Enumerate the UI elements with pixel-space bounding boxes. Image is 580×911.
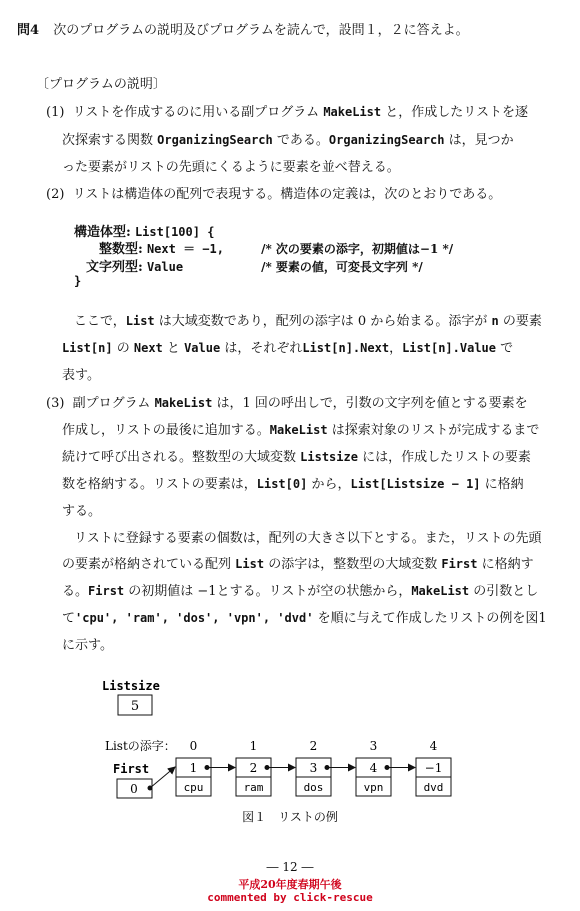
item3-text: には，作成したリストの要素 xyxy=(362,450,531,465)
para2-text: は大域変数であり，配列の添字は 0 から始まる。添字が xyxy=(158,314,488,329)
list-node-next: 1 xyxy=(189,761,198,775)
list-node-value: dos xyxy=(303,781,324,794)
item3-text: 数を格納する。リストの要素は， xyxy=(62,477,257,492)
list-node-pointer-dot xyxy=(205,765,210,770)
list-node-box xyxy=(356,758,391,796)
item1-number: (1) xyxy=(46,105,65,120)
list-node-box xyxy=(416,758,451,796)
index-label: 2 xyxy=(309,739,318,753)
item2-line1 xyxy=(46,183,501,202)
struct-code: List[100] { xyxy=(134,225,215,239)
item3-text: に格納 xyxy=(484,477,524,492)
para2-line1 xyxy=(74,310,542,329)
para2-text: の xyxy=(116,341,130,356)
para2-text: で xyxy=(500,341,514,356)
item3-line5: する。 xyxy=(62,504,102,519)
page-number: ― 12 ― xyxy=(266,860,314,874)
struct-keyword: 整数型: xyxy=(99,242,143,257)
struct-comment: /* 次の要素の添字，初期値は−1 */ xyxy=(261,242,454,256)
item1-code: OrganizingSearch xyxy=(157,133,273,147)
listsize-value: 5 xyxy=(130,699,140,714)
list-node-box xyxy=(176,758,211,796)
list-node-next: 2 xyxy=(249,761,258,775)
para2-code: Next xyxy=(133,341,163,355)
para3-code: List xyxy=(235,557,265,571)
struct-line3 xyxy=(86,256,423,275)
para3-code: 'cpu', 'ram', 'dos', 'vpn', 'dvd' xyxy=(75,611,314,625)
para2-code: n xyxy=(491,314,499,328)
para3-text: の添字は，整数型の大域変数 xyxy=(268,557,438,572)
para2-code: List xyxy=(125,314,155,328)
question-heading xyxy=(17,19,469,38)
item3-text: から， xyxy=(311,477,351,492)
para3-line5: に示す。 xyxy=(62,638,113,653)
item2-text: リストは構造体の配列で表現する。構造体の定義は，次のとおりである。 xyxy=(72,187,502,202)
question-text: 次のプログラムの説明及びプログラムを読んで，設問１，２に答えよ。 xyxy=(53,23,469,38)
para2-text: ここで， xyxy=(74,314,126,329)
item1-text: である。 xyxy=(276,133,329,148)
para3-code: MakeList xyxy=(411,584,470,598)
listsize-box xyxy=(118,695,152,715)
listsize-label: Listsize xyxy=(102,679,160,693)
list-node-pointer-dot xyxy=(385,765,390,770)
first-pointer-arrow xyxy=(150,767,175,788)
index-caption: Listの添字： xyxy=(105,739,176,753)
struct-comment: /* 要素の値，可変長文字列 */ xyxy=(261,260,423,274)
item3-text: 作成し，リストの最後に追加する。 xyxy=(62,423,270,438)
list-node-value: dvd xyxy=(423,781,444,794)
item3-code: List[0] xyxy=(256,477,308,491)
para2-code: List[n].Next xyxy=(302,341,390,355)
list-node-next: 3 xyxy=(309,761,318,775)
para2-code: List[n] xyxy=(62,341,113,355)
index-label: 0 xyxy=(189,739,198,753)
item3-line4 xyxy=(62,473,524,492)
para3-line3 xyxy=(62,580,538,599)
list-node-next: −1 xyxy=(424,761,443,775)
item1-text: リストを作成するのに用いる副プログラム xyxy=(72,105,320,120)
para3-line2 xyxy=(62,553,534,572)
struct-keyword: 文字列型: xyxy=(86,260,143,275)
first-label: First xyxy=(113,762,150,776)
list-node-pointer-dot xyxy=(325,765,330,770)
para3-text: を順に与えて作成したリストの例を図1 xyxy=(317,611,547,626)
first-pointer-dot xyxy=(148,786,153,791)
para3-line4 xyxy=(62,607,547,626)
item3-line2 xyxy=(62,419,539,438)
para3-line1: リストに登録する要素の個数は，配列の大きさ以下とする。また，リストの先頭 xyxy=(74,531,542,546)
item1-code: OrganizingSearch xyxy=(328,133,445,147)
exam-title: 平成20年度春期午後 xyxy=(238,878,342,891)
first-box xyxy=(117,779,152,798)
list-node-pointer-dot xyxy=(265,765,270,770)
item3-code: List[Listsize − 1] xyxy=(350,477,481,491)
para2-text: と xyxy=(166,341,180,356)
para3-text: て xyxy=(62,611,76,626)
para2-code: Value xyxy=(184,341,221,355)
item3-text: 続けて呼び出される。整数型の大域変数 xyxy=(62,450,297,465)
item1-code: MakeList xyxy=(323,105,382,119)
para3-text: の引数とし xyxy=(473,584,539,599)
struct-line4: } xyxy=(74,274,82,288)
first-value: 0 xyxy=(130,782,138,796)
index-label: 3 xyxy=(369,739,378,753)
comment-credit: commented by click-rescue xyxy=(207,891,373,904)
struct-code: Next ＝ −1, xyxy=(146,242,224,256)
para3-text: る。 xyxy=(62,584,89,599)
para2-line3: 表す。 xyxy=(62,368,100,383)
item2-number: (2) xyxy=(46,187,65,202)
list-node-box xyxy=(296,758,331,796)
item1-line3: った要素がリストの先頭にくるように要素を並べ替える。 xyxy=(62,160,400,175)
para2-text: ， xyxy=(389,341,403,356)
item3-text: 副プログラム xyxy=(72,396,151,411)
list-node-next: 4 xyxy=(369,761,378,775)
figure-caption: 図１ リストの例 xyxy=(242,810,338,824)
item1-text: は，見つか xyxy=(448,133,514,148)
item1-text: と，作成したリストを逐 xyxy=(385,105,529,120)
list-node-value: ram xyxy=(243,781,264,794)
item1-line2 xyxy=(62,129,514,148)
para3-text: に格納す xyxy=(481,557,534,572)
struct-line2 xyxy=(99,238,453,257)
para2-text: は，それぞれ xyxy=(224,341,303,356)
struct-code: Value xyxy=(146,260,184,274)
item3-code: MakeList xyxy=(154,396,213,410)
item3-line1 xyxy=(46,392,528,411)
item3-text: は，1 回の呼出しで，引数の文字列を値とする要素を xyxy=(216,396,528,411)
item3-text: は探索対象のリストが完成するまで xyxy=(331,423,540,438)
index-label: 1 xyxy=(249,739,258,753)
para3-code: First xyxy=(88,584,125,598)
para2-line2 xyxy=(62,337,513,356)
struct-keyword: 構造体型: xyxy=(74,225,131,240)
list-node-value: cpu xyxy=(183,781,204,794)
section-title: 〔プログラムの説明〕 xyxy=(36,77,166,92)
para2-text: の要素 xyxy=(502,314,542,329)
index-label: 4 xyxy=(429,739,438,753)
item3-code: MakeList xyxy=(269,423,328,437)
item1-line1 xyxy=(46,101,528,120)
para3-text: の初期値は −1とする。リストが空の状態から， xyxy=(128,584,412,599)
item3-code: Listsize xyxy=(300,450,358,464)
list-node-box xyxy=(236,758,271,796)
item3-line3 xyxy=(62,446,531,465)
question-label: 問4 xyxy=(17,23,40,38)
item3-number: (3) xyxy=(46,396,65,411)
para3-code: First xyxy=(441,557,478,571)
item1-text: 次探索する関数 xyxy=(62,133,154,148)
para3-text: の要素が格納されている配列 xyxy=(62,557,232,572)
para2-code: List[n].Value xyxy=(402,341,496,355)
list-node-value: vpn xyxy=(363,781,384,794)
